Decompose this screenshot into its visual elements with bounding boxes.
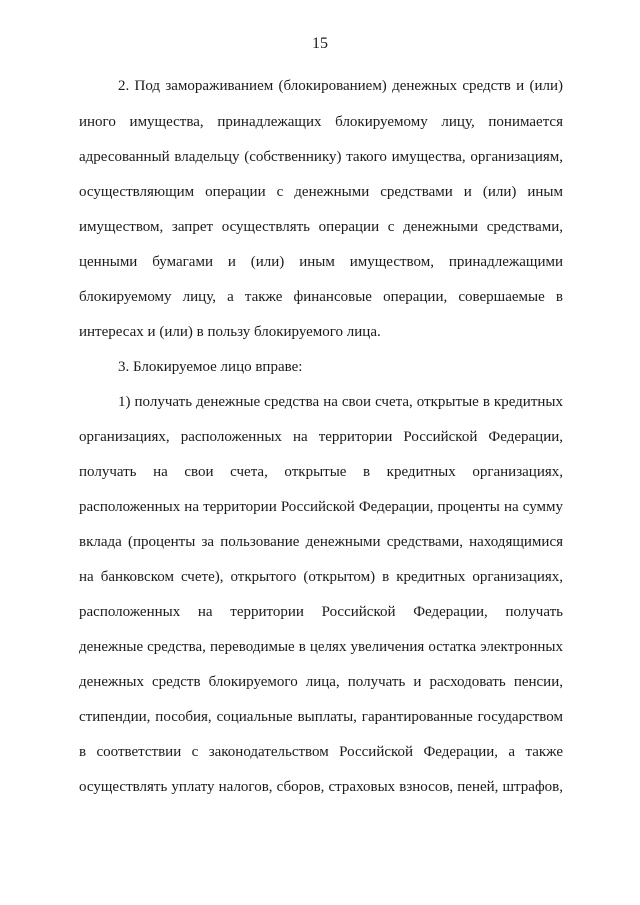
text-line: осуществлять уплату налогов, сборов, страховых взносов, пеней, штрафов, xyxy=(79,779,563,795)
text-line: на банковском счете), открытого (открытом) в кредитных организациях, xyxy=(79,569,563,585)
text-line: получать на свои счета, открытые в кредитных организациях, xyxy=(79,464,563,480)
text-line: блокируемому лицу, а также финансовые операции, совершаемые в xyxy=(79,289,563,305)
text-line: расположенных на территории Российской Федерации, получать xyxy=(79,604,563,620)
text-line: вклада (проценты за пользование денежными средствами, находящимися xyxy=(79,534,563,550)
text-line: 2. Под замораживанием (блокированием) денежных средств и (или) xyxy=(118,78,563,94)
text-line: денежных средств блокируемого лица, получать и расходовать пенсии, xyxy=(79,674,563,690)
text-line: расположенных на территории Российской Федерации, проценты на сумму xyxy=(79,499,563,515)
text-line: денежные средства, переводимые в целях увеличения остатка электронных xyxy=(79,639,563,655)
text-line: ценными бумагами и (или) иным имуществом, принадлежащими xyxy=(79,254,563,270)
text-line: в соответствии с законодательством Российской Федерации, а также xyxy=(79,744,563,760)
text-line: интересах и (или) в пользу блокируемого лица. xyxy=(79,324,381,340)
text-line: 1) получать денежные средства на свои счета, открытые в кредитных xyxy=(118,394,563,410)
text-line: организациях, расположенных на территории Российской Федерации, xyxy=(79,429,563,445)
text-line: имуществом, запрет осуществлять операции с денежными средствами, xyxy=(79,219,563,235)
text-line: осуществляющим операции с денежными средствами и (или) иным xyxy=(79,184,563,200)
text-line: адресованный владельцу (собственнику) такого имущества, организациям, xyxy=(79,149,563,165)
text-line: иного имущества, принадлежащих блокируемому лицу, понимается xyxy=(79,114,563,130)
text-line: 3. Блокируемое лицо вправе: xyxy=(118,359,303,375)
page-number: 15 xyxy=(312,35,328,52)
text-line: стипендии, пособия, социальные выплаты, гарантированные государством xyxy=(79,709,563,725)
